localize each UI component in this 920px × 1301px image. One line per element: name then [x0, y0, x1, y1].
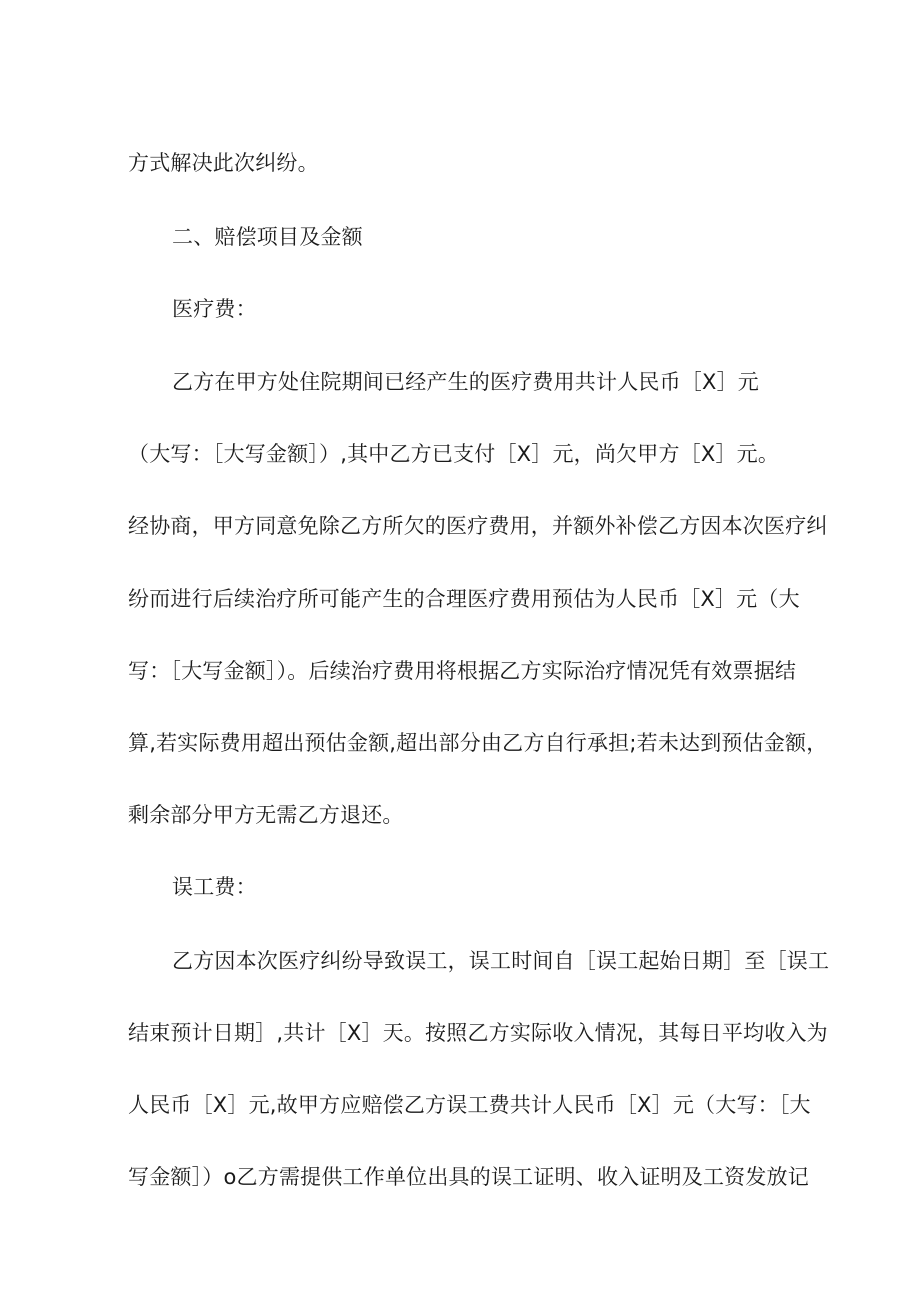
- text-line: 写金额］）o乙方需提供工作单位出具的误工证明、收入证明及工资发放记: [128, 1165, 809, 1189]
- text-line: 剩余部分甲方无需乙方退还。: [128, 803, 404, 827]
- text-line: 算,若实际费用超出预估金额,超出部分由乙方自行承担;若未达到预估金额，: [128, 731, 828, 755]
- text-line: 纷而进行后续治疗所可能产生的合理医疗费用预估为人民币［X］元（大: [128, 587, 800, 611]
- text-line: 人民币［X］元,故甲方应赔偿乙方误工费共计人民币［X］元（大写：［大: [128, 1093, 811, 1117]
- text-line: 乙方因本次医疗纠纷导致误工，误工时间自［误工起始日期］至［误工: [172, 949, 830, 973]
- text-line: （大写：［大写金额］）,其中乙方已支付［X］元，尚欠甲方［X］元。: [128, 442, 780, 466]
- text-line: 方式解决此次纠纷。: [128, 151, 319, 175]
- text-line: 乙方在甲方处住院期间已经产生的医疗费用共计人民币［X］元: [172, 370, 759, 394]
- text-line: 经协商，甲方同意免除乙方所欠的医疗费用，并额外补偿乙方因本次医疗纠: [128, 514, 828, 538]
- subsection-heading: 医疗费：: [172, 297, 257, 321]
- section-heading: 二、赔偿项目及金额: [172, 225, 363, 249]
- text-line: 结束预计日期］,共计［X］天。按照乙方实际收入情况，其每日平均收入为: [128, 1021, 828, 1045]
- text-line: 写：［大写金额］）。后续治疗费用将根据乙方实际治疗情况凭有效票据结: [128, 659, 797, 683]
- subsection-heading: 误工费：: [172, 875, 257, 899]
